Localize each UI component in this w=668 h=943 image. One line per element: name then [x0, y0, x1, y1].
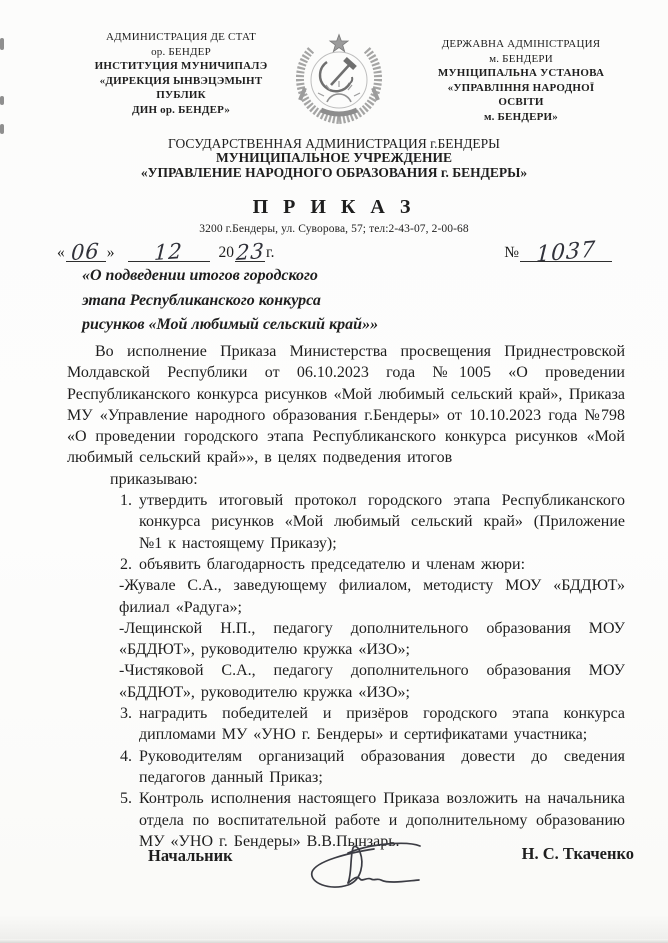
letterhead-line: м. БЕНДЕРИ [489, 52, 553, 65]
year-century: 20 [218, 244, 234, 261]
item-text: Руководителям организаций образования довести до сведения педагогов данный Приказ; [139, 747, 625, 786]
order-subject [82, 264, 502, 338]
jury-member-line: -Лещинской Н.П., педагогу дополнительного образования МОУ «БДДЮТ», руководителю кружка «ИЗО»; [119, 619, 625, 659]
document-type-title: П Р И К А З [252, 196, 416, 218]
letterhead-line: АДМИНИСТРАЦИЯ ДЕ СТАТ [105, 31, 257, 43]
handwritten-month: 12 [153, 238, 184, 266]
organization-name-block [0, 137, 668, 180]
letterhead-line: ор. БЕНДЕР [151, 45, 211, 58]
org-address-line: 3200 г.Бендеры, ул. Суворова, 57; тел:2-43-07, 2-00-68 [199, 223, 469, 235]
signer-name: Н. С. Ткаченко [521, 844, 634, 863]
letterhead-line: ПУБЛИК [156, 89, 206, 102]
quote-close: » [106, 244, 115, 261]
org-line: «УПРАВЛЕНИЕ НАРОДНОГО ОБРАЗОВАНИЯ г. БЕНДЕРЫ» [140, 164, 528, 180]
jury-member-line: -Жувале С.А., заведующему филиалом, методисту МОУ «БДДЮТ» филиал «Радуга»; [119, 577, 625, 616]
year-blank [235, 237, 265, 266]
signer-position: Начальник [148, 846, 233, 865]
letterhead-line: ДИН ор. БЕНДЕР» [131, 103, 231, 116]
year-suffix: г. [266, 244, 275, 261]
day-blank [66, 237, 106, 266]
letterhead-line: ИНСТИТУЦИЯ МУНИЧИПАЛЭ [94, 60, 268, 73]
org-line: ГОСУДАРСТВЕННАЯ АДМИНИСТРАЦИЯ г.БЕНДЕРЫ [168, 136, 500, 151]
order-body [67, 341, 625, 852]
handwritten-signature-icon [296, 839, 466, 902]
item-number: 1. [120, 492, 132, 510]
item-number: 3. [120, 705, 132, 723]
order-item-4 [67, 746, 625, 789]
item-number: 2. [120, 555, 132, 573]
order-item-2 [67, 554, 625, 575]
resolution-word: приказываю: [110, 470, 198, 488]
pmr-coat-of-arms-icon [291, 32, 387, 124]
letterhead-line: «УПРАВЛІННЯ НАРОДНОЇ [447, 81, 595, 94]
item-number: 5. [120, 790, 132, 808]
intro-paragraph: Во исполнение Приказа Министерства просвещения Приднестровской Молдавской Республики от 06.10.2023 года №1005 «О проведении Республиканского конкурса рисунков «Мой любимый сельский край», Приказа МУ «Управление народного образования г.Бендеры» от 10.10.2023 года №798 «О проведении городского этапа Республиканского конкурса рисунков «Мой любимый сельский край»», в целях подведения итогов [67, 343, 625, 467]
letterhead-line: «ДИРЕКЦИЯ ЫНВЭЦЭМЫНТ [99, 74, 263, 87]
scan-bottom-edge [0, 939, 668, 943]
order-item-3 [67, 703, 625, 746]
item-number: 4. [120, 747, 132, 765]
item-text: утвердить итоговый протокол городского этапа Республиканского конкурса рисунков «Мой любимый сельский край» (Приложение №1 к настоящему Приказу); [139, 492, 625, 552]
letterhead-line: МУНІЦИПАЛЬНА УСТАНОВА [437, 67, 605, 80]
handwritten-year: 23 [235, 238, 265, 266]
subject-line: этапа Республиканского конкурса [82, 291, 321, 309]
handwritten-order-number: 1037 [535, 237, 597, 268]
order-item-1 [67, 490, 625, 554]
quote-open: « [57, 244, 65, 261]
item-text: наградить победителей и призёров городского этапа конкурса дипломами МУ «УНО г. Бендеры» и сертификатами участника; [139, 705, 625, 744]
letterhead-line: ДЕРЖАВНА АДМІНІСТРАЦИЯ [441, 38, 601, 50]
handwritten-day: 06 [70, 238, 101, 266]
date-and-number-row [56, 236, 612, 268]
subject-line: «О подведении итогов городского [82, 267, 318, 284]
item-text: Контроль исполнения настоящего Приказа возложить на начальника отдела по воспитательной работе и дополнительному образованию МУ «УНО г. Бендеры» В.В.Пынзарь. [139, 790, 625, 850]
letterhead-ukrainian-block [398, 37, 644, 125]
month-blank [128, 237, 210, 266]
org-line: МУНИЦИПАЛЬНОЕ УЧРЕЖДЕНИЕ [216, 150, 452, 166]
jury-member-line: -Чистяковой С.А., педагогу дополнительного образования МОУ «БДДЮТ», руководителю кружка «ИЗО»; [119, 662, 625, 701]
number-label: № [504, 244, 519, 261]
letterhead-line: м. БЕНДЕРИ» [483, 110, 559, 123]
letterhead-moldovan-block [44, 30, 318, 118]
letterhead-line: ОСВІТИ [498, 96, 544, 109]
subject-line: рисунков «Мой любимый сельский край»» [82, 316, 379, 334]
number-blank [520, 237, 612, 268]
letterhead [0, 30, 668, 130]
signature-block [0, 843, 668, 907]
item-text: объявить благодарность председателю и членам жюри: [139, 555, 526, 573]
